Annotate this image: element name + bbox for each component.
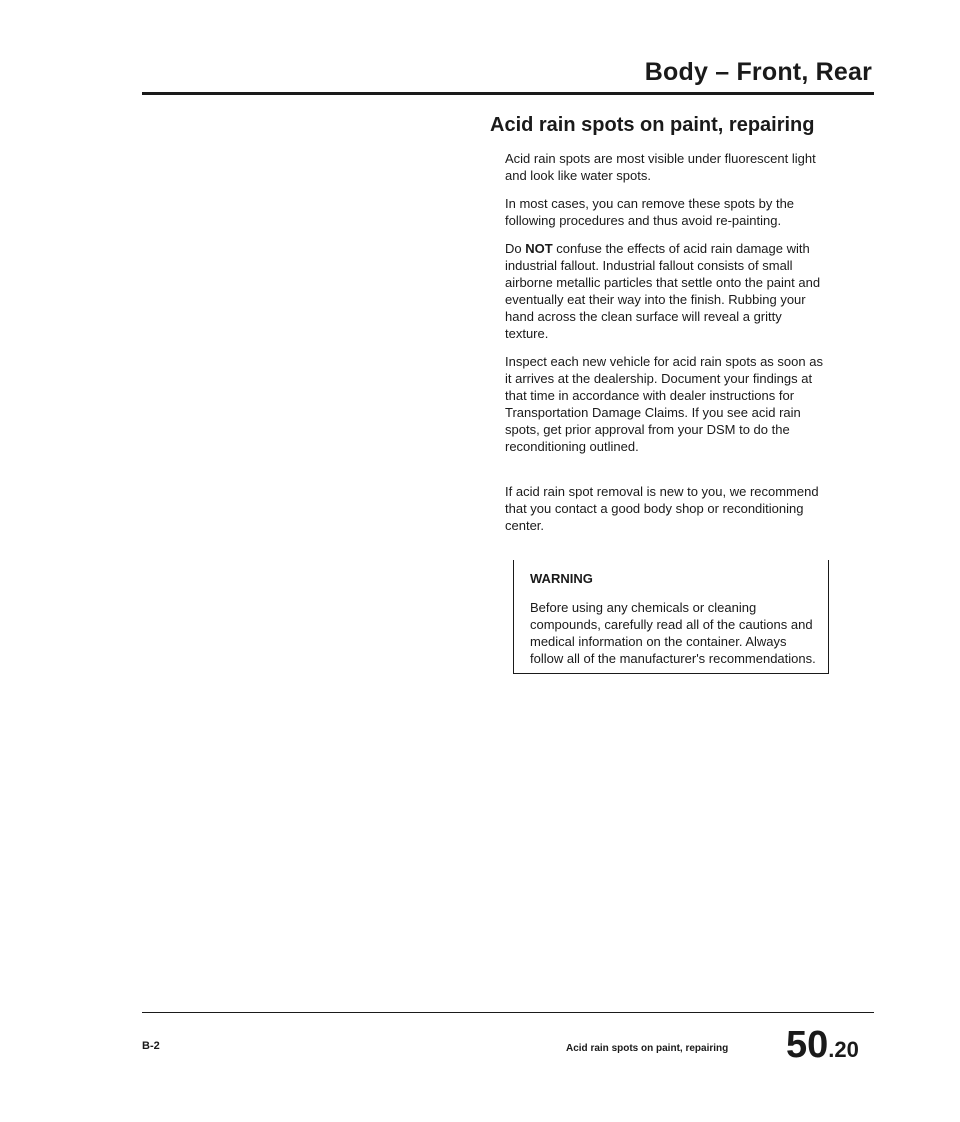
section-title: Acid rain spots on paint, repairing	[490, 114, 815, 136]
confuse-prefix: Do	[505, 241, 526, 256]
footer-section-title: Acid rain spots on paint, repairing	[566, 1043, 729, 1054]
paragraph-recommend: If acid rain spot removal is new to you, we recommend that you contact a good body shop or reconditioning center.	[505, 484, 819, 533]
code-minor: .20	[828, 1037, 859, 1062]
paragraph-visibility: Acid rain spots are most visible under fluorescent light and look like water spots.	[505, 151, 816, 183]
warning-box	[513, 560, 829, 674]
header-rule	[142, 92, 874, 95]
page-number: B-2	[142, 1040, 160, 1052]
paragraph-inspect: Inspect each new vehicle for acid rain spots as soon as it arrives at the dealership. Document your findings at that time in accordance with dealer instructions for Transportation Damage Claims. If you see acid rain spots, get prior approval from your DSM to do the reconditioning outlined.	[505, 354, 823, 454]
paragraph-removal: In most cases, you can remove these spots by the following procedures and thus avoid re-painting.	[505, 196, 795, 228]
warning-text: Before using any chemicals or cleaning compounds, carefully read all of the cautions and medical information on the container. Always follow all of the manufacturer's recommendations.	[530, 600, 816, 666]
page-header-title: Body – Front, Rear	[644, 58, 872, 86]
warning-label: WARNING	[530, 571, 593, 586]
confuse-emphasis: NOT	[525, 241, 553, 256]
body-content	[505, 150, 825, 674]
paragraph-do-not-confuse	[505, 240, 825, 342]
footer-repair-group-code	[786, 1024, 859, 1067]
confuse-rest: confuse the effects of acid rain damage with industrial fallout. Industrial fallout consists of small airborne metallic particles that settle onto the paint and eventually eat their way into the finish. Rubbing your hand across the clean surface will reveal a gritty texture.	[505, 241, 821, 341]
footer-rule	[142, 1012, 874, 1013]
code-major: 50	[786, 1024, 829, 1066]
